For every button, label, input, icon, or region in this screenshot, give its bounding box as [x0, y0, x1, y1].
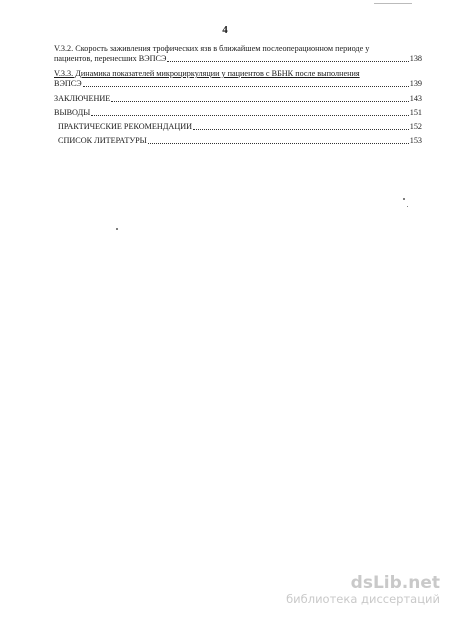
toc-entry-leader-line	[54, 94, 422, 104]
scan-artifact	[374, 3, 412, 4]
toc-entry-leader-line	[54, 108, 422, 118]
toc-entry-title: ПРАКТИЧЕСКИЕ РЕКОМЕНДАЦИИ	[58, 122, 193, 131]
watermark-subtitle: библиотека диссертаций	[286, 592, 440, 606]
watermark-logo: dsLib.net	[350, 573, 440, 593]
scan-speck	[407, 206, 408, 207]
scan-speck	[403, 198, 405, 200]
toc-entry-leader-line	[54, 79, 422, 89]
toc-entry-page: 139	[409, 79, 422, 88]
scan-speck	[116, 228, 118, 230]
table-of-contents	[54, 44, 422, 146]
toc-entry-text-line1: V.3.3. Динамика показателей микроциркуляции у пациентов с ВБНК после выполнения	[54, 69, 360, 78]
toc-entry-conclusions	[54, 108, 422, 118]
dot-leader	[83, 86, 409, 87]
dot-leader	[167, 61, 408, 62]
toc-entry-text-line1: V.3.2. Скорость заживления трофических язв в ближайшем послеоперационном периоде у	[54, 44, 370, 53]
toc-entry-page: 138	[409, 54, 422, 63]
toc-entry-text-line2: пациентов, перенесших ВЭПСЭ	[54, 54, 167, 63]
watermark	[286, 574, 440, 606]
toc-entry-text-line2: ВЭПСЭ	[54, 79, 82, 88]
toc-entry-title: ВЫВОДЫ	[54, 108, 91, 117]
toc-entry-leader-line	[54, 54, 422, 64]
toc-entry-page: 153	[409, 136, 422, 145]
toc-entry-v-3-3	[54, 69, 422, 89]
toc-entry-leader-line	[54, 122, 422, 132]
toc-entry-conclusion	[54, 94, 422, 104]
dot-leader	[193, 129, 409, 130]
toc-entry-leader-line	[54, 136, 422, 146]
page-number: 4	[222, 24, 228, 36]
toc-entry-recommendations	[54, 122, 422, 132]
toc-entry-page: 152	[409, 122, 422, 131]
toc-entry-title: СПИСОК ЛИТЕРАТУРЫ	[58, 136, 147, 145]
toc-entry-page: 143	[409, 94, 422, 103]
toc-entry-references	[54, 136, 422, 146]
toc-entry-title: ЗАКЛЮЧЕНИЕ	[54, 94, 111, 103]
toc-entry-v-3-2	[54, 44, 422, 64]
dot-leader	[148, 143, 409, 144]
toc-entry-page: 151	[409, 108, 422, 117]
dot-leader	[111, 101, 408, 102]
dot-leader	[91, 115, 408, 116]
